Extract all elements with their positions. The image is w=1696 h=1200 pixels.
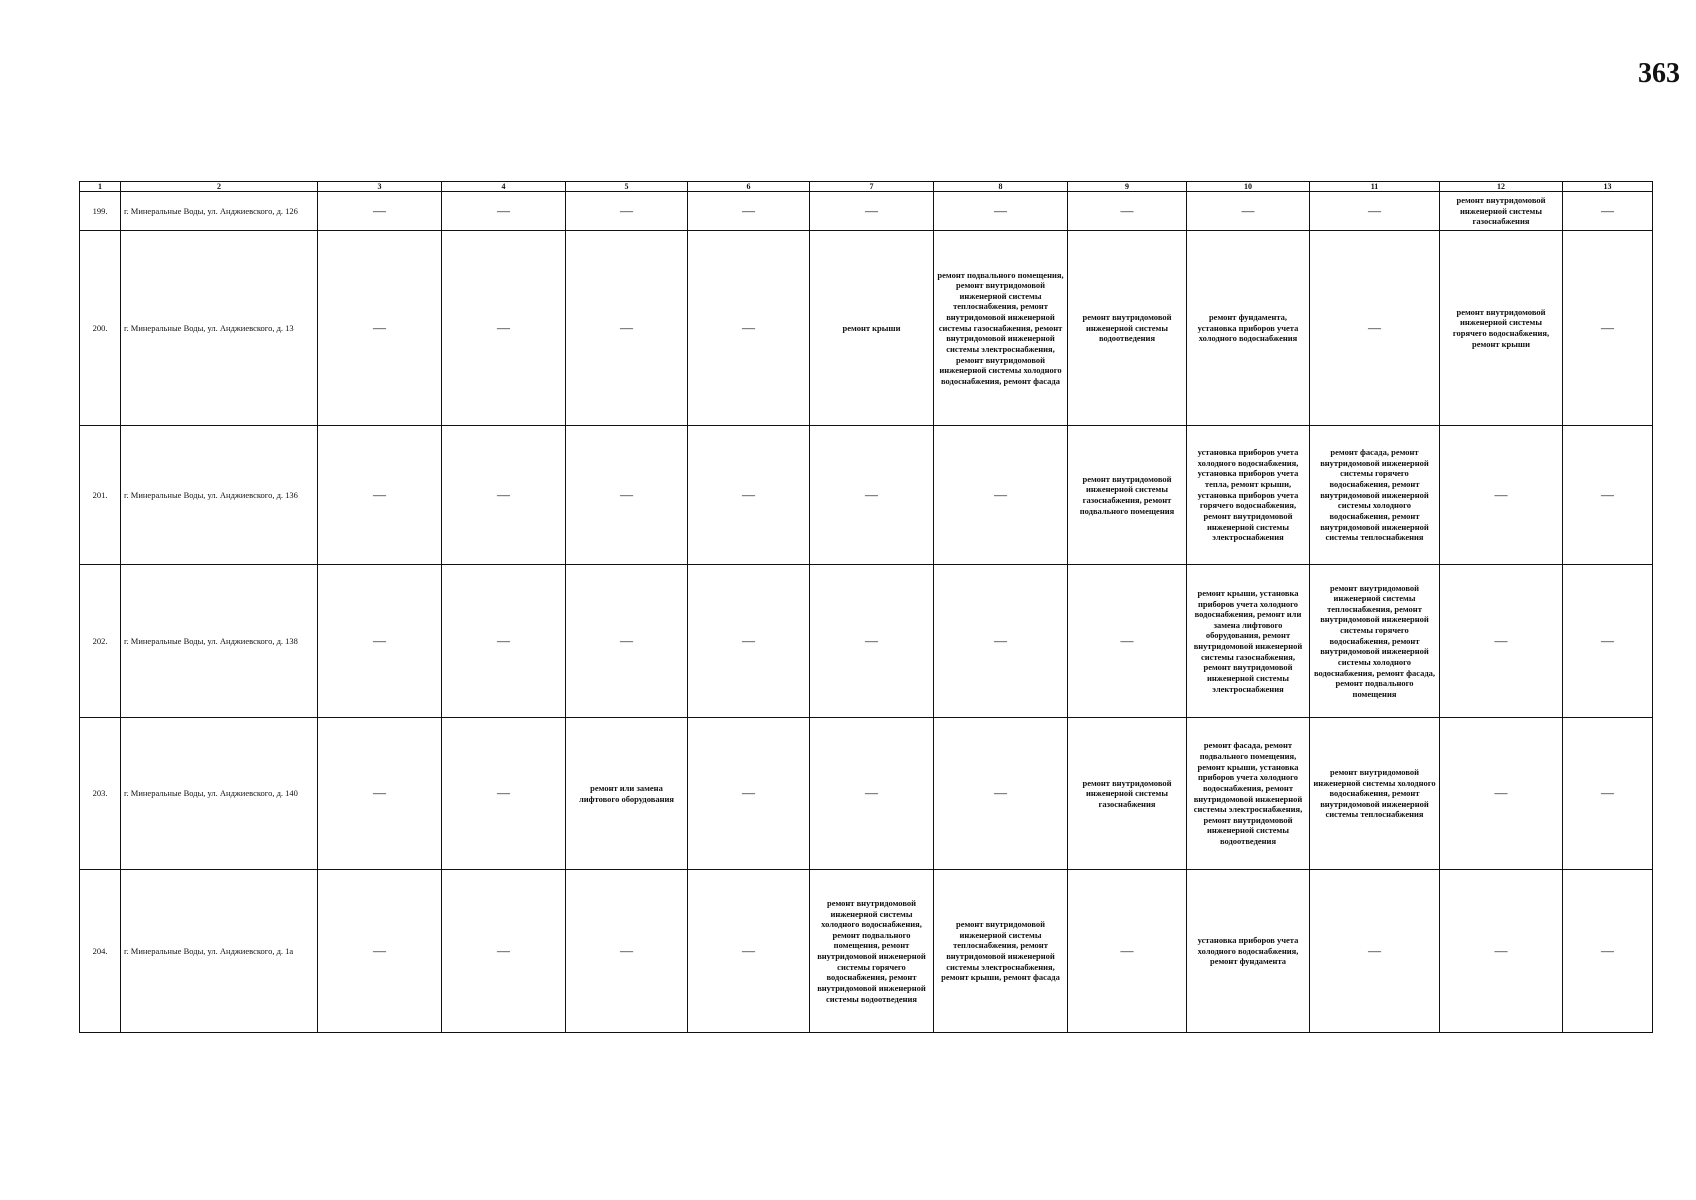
address-cell: г. Минеральные Воды, ул. Анджиевского, д. 13 bbox=[121, 231, 318, 426]
column-header: 11 bbox=[1310, 182, 1440, 192]
table-cell: ремонт внутридомовой инженерной системы горячего водоснабжения, ремонт крыши bbox=[1440, 231, 1563, 426]
column-header: 6 bbox=[688, 182, 810, 192]
table-cell: ремонт внутридомовой инженерной системы холодного водоснабжения, ремонт внутридомовой инженерной системы теплоснабжения bbox=[1310, 718, 1440, 870]
table-cell: ремонт фасада, ремонт подвального помещения, ремонт крыши, установка приборов учета холодного водоснабжения, ремонт внутридомовой инженерной системы электроснабжения, ремонт внутридомовой инженерной системы водоотведения bbox=[1187, 718, 1310, 870]
address-cell: г. Минеральные Воды, ул. Анджиевского, д. 136 bbox=[121, 426, 318, 565]
table-cell: — bbox=[688, 565, 810, 718]
column-header: 9 bbox=[1068, 182, 1187, 192]
repair-schedule-table bbox=[79, 181, 1653, 1033]
table-cell: ремонт внутридомовой инженерной системы теплоснабжения, ремонт внутридомовой инженерной системы электроснабжения, ремонт крыши, ремонт фасада bbox=[934, 870, 1068, 1033]
table-cell: — bbox=[810, 192, 934, 231]
table-cell: — bbox=[442, 192, 566, 231]
table-cell: ремонт крыши bbox=[810, 231, 934, 426]
table-cell: установка приборов учета холодного водоснабжения, ремонт фундамента bbox=[1187, 870, 1310, 1033]
row-number: 203. bbox=[80, 718, 121, 870]
table-cell: ремонт внутридомовой инженерной системы газоснабжения bbox=[1440, 192, 1563, 231]
address-cell: г. Минеральные Воды, ул. Анджиевского, д. 1а bbox=[121, 870, 318, 1033]
table-cell: — bbox=[1440, 870, 1563, 1033]
column-header: 10 bbox=[1187, 182, 1310, 192]
table-cell: — bbox=[1563, 565, 1653, 718]
table-cell: — bbox=[442, 718, 566, 870]
table-cell: — bbox=[566, 192, 688, 231]
table-cell: — bbox=[934, 718, 1068, 870]
table-cell: — bbox=[442, 870, 566, 1033]
table-cell: ремонт внутридомовой инженерной системы холодного водоснабжения, ремонт подвального помещения, ремонт внутридомовой инженерной системы горячего водоснабжения, ремонт внутридомовой инженерной системы водоотведения bbox=[810, 870, 934, 1033]
table-cell: ремонт или замена лифтового оборудования bbox=[566, 718, 688, 870]
table-cell: — bbox=[1187, 192, 1310, 231]
table-header bbox=[80, 182, 1653, 192]
row-number: 200. bbox=[80, 231, 121, 426]
table-cell: ремонт внутридомовой инженерной системы газоснабжения bbox=[1068, 718, 1187, 870]
address-cell: г. Минеральные Воды, ул. Анджиевского, д. 140 bbox=[121, 718, 318, 870]
table-cell: — bbox=[934, 426, 1068, 565]
address-cell: г. Минеральные Воды, ул. Анджиевского, д. 138 bbox=[121, 565, 318, 718]
table-cell: — bbox=[1310, 192, 1440, 231]
column-header: 8 bbox=[934, 182, 1068, 192]
table-cell: — bbox=[1068, 870, 1187, 1033]
column-header: 12 bbox=[1440, 182, 1563, 192]
table-cell: — bbox=[688, 870, 810, 1033]
table-cell: — bbox=[1440, 718, 1563, 870]
table-row bbox=[80, 565, 1653, 718]
header-row bbox=[80, 182, 1653, 192]
table-cell: — bbox=[934, 565, 1068, 718]
table-cell: ремонт фасада, ремонт внутридомовой инженерной системы горячего водоснабжения, ремонт внутридомовой инженерной системы холодного водоснабжения, ремонт внутридомовой инженерной системы теплоснабжения bbox=[1310, 426, 1440, 565]
column-header: 5 bbox=[566, 182, 688, 192]
table-cell: — bbox=[318, 565, 442, 718]
table-cell: — bbox=[688, 426, 810, 565]
row-number: 199. bbox=[80, 192, 121, 231]
table-cell: — bbox=[318, 718, 442, 870]
column-header: 3 bbox=[318, 182, 442, 192]
table-cell: — bbox=[442, 426, 566, 565]
column-header: 7 bbox=[810, 182, 934, 192]
table-row bbox=[80, 718, 1653, 870]
table-cell: — bbox=[1563, 192, 1653, 231]
table-row bbox=[80, 870, 1653, 1033]
table-cell: — bbox=[1310, 231, 1440, 426]
table-cell: — bbox=[566, 231, 688, 426]
table-cell: — bbox=[810, 718, 934, 870]
table-cell: — bbox=[1563, 426, 1653, 565]
table-cell: ремонт крыши, установка приборов учета холодного водоснабжения, ремонт или замена лифтового оборудования, ремонт внутридомовой инженерной системы газоснабжения, ремонт внутридомовой инженерной системы электроснабжения bbox=[1187, 565, 1310, 718]
table-cell: — bbox=[934, 192, 1068, 231]
table-cell: — bbox=[318, 231, 442, 426]
table-cell: — bbox=[566, 426, 688, 565]
table-cell: — bbox=[1310, 870, 1440, 1033]
table-cell: ремонт внутридомовой инженерной системы газоснабжения, ремонт подвального помещения bbox=[1068, 426, 1187, 565]
table-row bbox=[80, 426, 1653, 565]
table-row bbox=[80, 192, 1653, 231]
table-cell: — bbox=[566, 870, 688, 1033]
address-cell: г. Минеральные Воды, ул. Анджиевского, д. 126 bbox=[121, 192, 318, 231]
table-cell: ремонт подвального помещения, ремонт внутридомовой инженерной системы теплоснабжения, ремонт внутридомовой инженерной системы газоснабжения, ремонт внутридомовой инженерной системы электроснабжения, ремонт внутридомовой инженерной системы холодного водоснабжения, ремонт фасада bbox=[934, 231, 1068, 426]
table-cell: — bbox=[318, 426, 442, 565]
table-cell: — bbox=[688, 231, 810, 426]
table-cell: — bbox=[566, 565, 688, 718]
row-number: 201. bbox=[80, 426, 121, 565]
table-cell: — bbox=[1440, 565, 1563, 718]
table-cell: — bbox=[1068, 565, 1187, 718]
table-cell: ремонт фундамента, установка приборов учета холодного водоснабжения bbox=[1187, 231, 1310, 426]
page-number: 363 bbox=[1638, 58, 1680, 89]
table-cell: — bbox=[1563, 718, 1653, 870]
table-cell: ремонт внутридомовой инженерной системы водоотведения bbox=[1068, 231, 1187, 426]
table-cell: — bbox=[442, 565, 566, 718]
table-row bbox=[80, 231, 1653, 426]
table-cell: — bbox=[1440, 426, 1563, 565]
column-header: 4 bbox=[442, 182, 566, 192]
column-header: 1 bbox=[80, 182, 121, 192]
table-body bbox=[80, 192, 1653, 1033]
column-header: 13 bbox=[1563, 182, 1653, 192]
table-cell: — bbox=[1563, 231, 1653, 426]
table-cell: — bbox=[1563, 870, 1653, 1033]
row-number: 202. bbox=[80, 565, 121, 718]
table-cell: — bbox=[688, 718, 810, 870]
table-cell: ремонт внутридомовой инженерной системы теплоснабжения, ремонт внутридомовой инженерной системы горячего водоснабжения, ремонт внутридомовой инженерной системы холодного водоснабжения, ремонт фасада, ремонт подвального помещения bbox=[1310, 565, 1440, 718]
table-cell: — bbox=[1068, 192, 1187, 231]
column-header: 2 bbox=[121, 182, 318, 192]
table-cell: — bbox=[318, 192, 442, 231]
table-cell: — bbox=[810, 565, 934, 718]
table-cell: — bbox=[810, 426, 934, 565]
table-cell: — bbox=[442, 231, 566, 426]
table-cell: установка приборов учета холодного водоснабжения, установка приборов учета тепла, ремонт крыши, установка приборов учета горячего водоснабжения, ремонт внутридомовой инженерной системы электроснабжения bbox=[1187, 426, 1310, 565]
table-cell: — bbox=[688, 192, 810, 231]
row-number: 204. bbox=[80, 870, 121, 1033]
table-cell: — bbox=[318, 870, 442, 1033]
